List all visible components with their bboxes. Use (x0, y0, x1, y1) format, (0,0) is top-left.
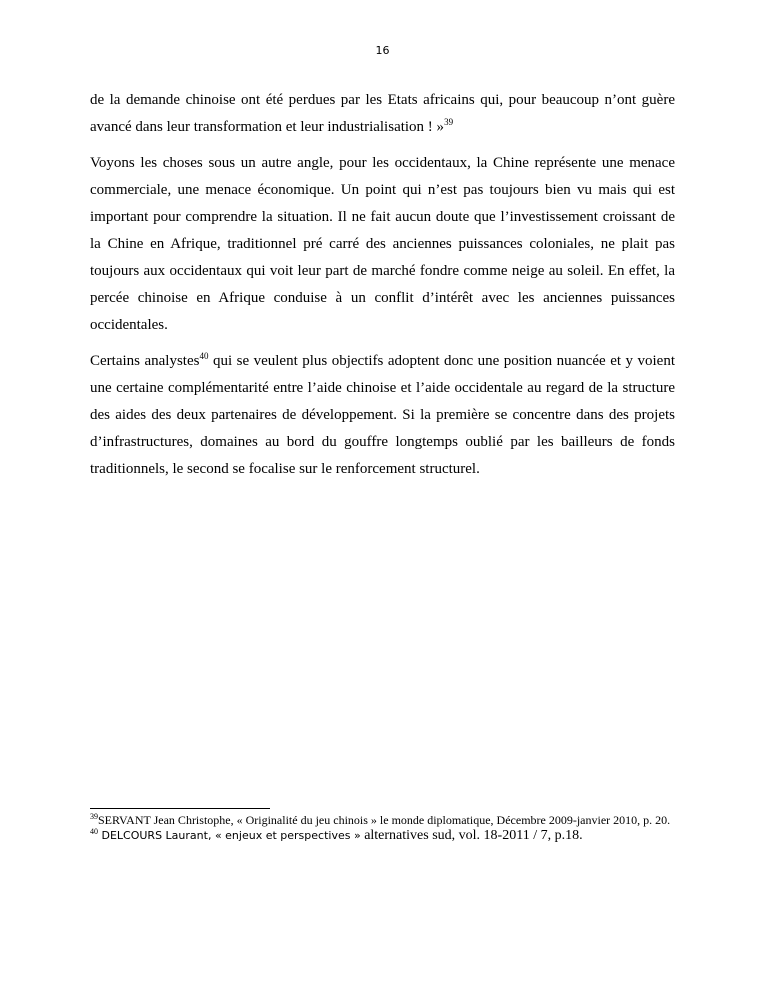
paragraph-2-text: Voyons les choses sous un autre angle, pour les occidentaux, la Chine représente une menace commerciale, une menace économique. Un point qui n’est pas toujours bien vu mais qui est important pour comprendre la situation. Il ne fait aucun doute que l’investissement croissant de la Chine en Afrique, traditionnel pré carré des anciennes puissances coloniales, ne plait pas toujours aux occidentaux qui voit leur part de marché fondre comme neige au soleil. En effet, la percée chinoise en Afrique conduise à un conflit d’intérêt avec les anciennes puissances occidentales. (90, 155, 675, 333)
footnote-ref-39[interactable]: 39 (444, 117, 454, 127)
footnote-39-number: 39 (90, 812, 98, 821)
paragraph-3-text-before: Certains analystes (90, 353, 200, 369)
footnote-40-number: 40 (90, 827, 98, 836)
footnote-39-text: SERVANT Jean Christophe, « Originalité du jeu chinois » le monde diplomatique, Décembre 2009-janvier 2010, p. 20. (98, 813, 671, 827)
footnote-separator (90, 808, 270, 809)
paragraph-3 (90, 348, 675, 483)
footnote-40 (90, 828, 675, 843)
footnotes (90, 813, 675, 843)
paragraph-3-text-after: qui se veulent plus objectifs adoptent donc une position nuancée et y voient une certaine complémentarité entre l’aide chinoise et l’aide occidentale au regard de la structure des aides des deux partenaires de développement. Si la première se concentre dans des projets d’infrastructures, domaines au bord du gouffre longtemps oublié par les bailleurs de fonds traditionnels, le second se focalise sur le renforcement structurel. (90, 353, 675, 477)
footnote-40-author-title: DELCOURS Laurant, « enjeux et perspectives » (98, 829, 365, 842)
paragraph-1 (90, 87, 675, 141)
paragraph-1-text: de la demande chinoise ont été perdues par les Etats africains qui, pour beaucoup n’ont guère avancé dans leur transformation et leur industrialisation ! » (90, 92, 675, 135)
paragraph-2 (90, 150, 675, 339)
footnote-40-source: alternatives sud, vol. 18-2011 / 7, p.18. (364, 828, 583, 843)
page-number: 16 (375, 44, 390, 57)
main-text (90, 87, 675, 492)
footnote-39 (90, 813, 675, 828)
footnote-ref-40[interactable]: 40 (199, 351, 209, 361)
